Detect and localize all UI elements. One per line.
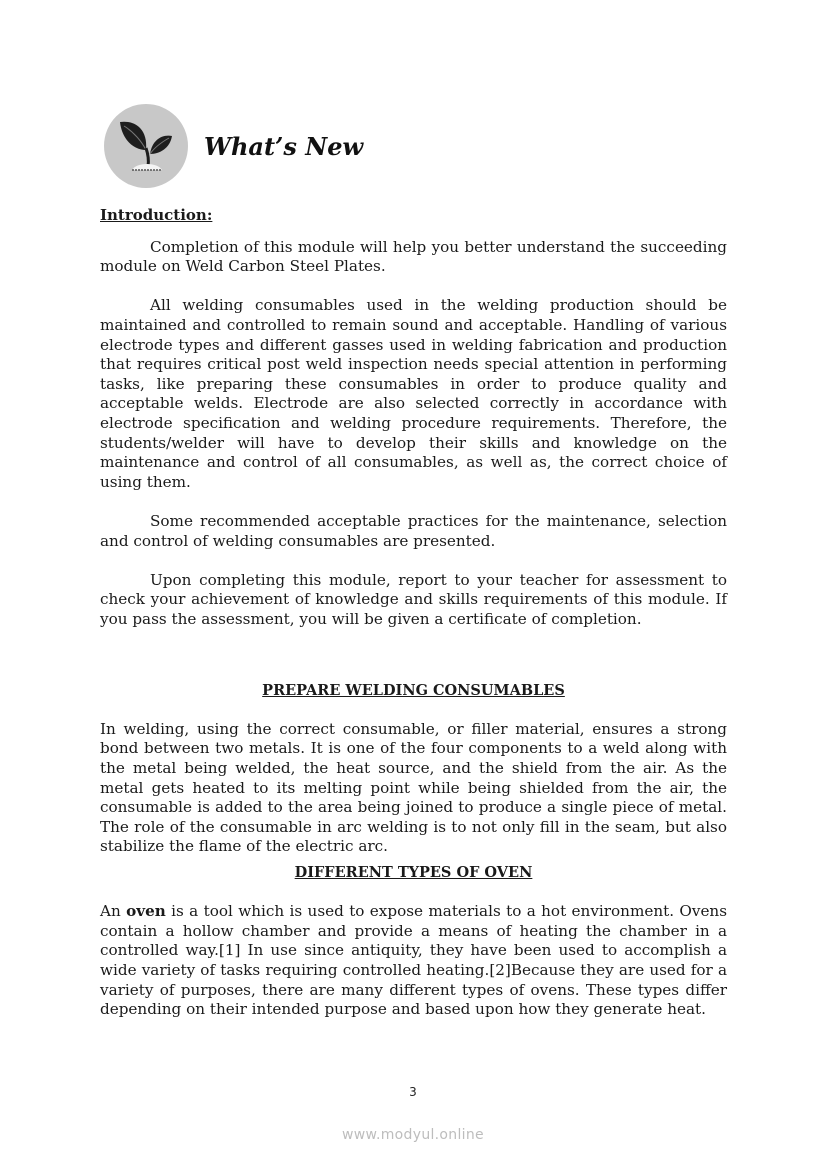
oven-text-rest: is a tool which is used to expose materials to a hot environment. Ovens contain a hollow chamber and provide a means of heating the chamber in a controlled way.[1] In use since antiquity, they have been used to accomplish a wide variety of tasks requiring controlled heating.[2]Because they are used for a variety of purposes, there are many different types of ovens. These types differ depending on their intended purpose and based upon how they generate heat. bbox=[100, 902, 728, 1019]
oven-paragraph bbox=[100, 902, 727, 1020]
introduction-heading: Introduction: bbox=[100, 206, 213, 224]
prepare-welding-consumables-heading: PREPARE WELDING CONSUMABLES bbox=[262, 681, 565, 699]
intro-paragraph: Upon completing this module, report to your teacher for assessment to check your achievement of knowledge and skills requirements of this module. If you pass the assessment, you will be given a certificate of completion. bbox=[100, 570, 727, 628]
oven-text-prefix: An bbox=[100, 902, 127, 921]
section-title: What’s New bbox=[204, 131, 364, 161]
intro-paragraph: Completion of this module will help you better understand the succeeding module on Weld Carbon Steel Plates. bbox=[100, 237, 727, 276]
plant-sprout-icon bbox=[104, 104, 188, 188]
page-number: 3 bbox=[409, 1085, 417, 1099]
welding-consumables-paragraph: In welding, using the correct consumable, or filler material, ensures a strong bond between two metals. It is one of the four components to a weld along with the metal being welded, the heat source, and the shield from the air. As the metal gets heated to its melting point while being shielded from the air, the consumable is added to the area being joined to produce a single piece of metal. The role of the consumable in arc welding is to not only fill in the seam, but also stabilize the flame of the electric arc. bbox=[100, 719, 727, 856]
section-header bbox=[104, 104, 363, 188]
intro-paragraph: Some recommended acceptable practices for the maintenance, selection and control of welding consumables are presented. bbox=[100, 511, 727, 550]
watermark: www.modyul.online bbox=[342, 1127, 484, 1143]
intro-paragraph: All welding consumables used in the welding production should be maintained and controlled to remain sound and acceptable. Handling of various electrode types and different gasses used in welding fabrication and production that requires critical post weld inspection needs special attention in performing tasks, like preparing these consumables in order to produce quality and acceptable welds. Electrode are also selected correctly in accordance with electrode specification and welding procedure requirements. Therefore, the students/welder will have to develop their skills and knowledge on the maintenance and control of all consumables, as well as, the correct choice of using them. bbox=[100, 296, 727, 491]
oven-types-heading: DIFFERENT TYPES OF OVEN bbox=[294, 864, 533, 881]
oven-term: oven bbox=[126, 902, 166, 921]
main-content bbox=[100, 206, 727, 1020]
